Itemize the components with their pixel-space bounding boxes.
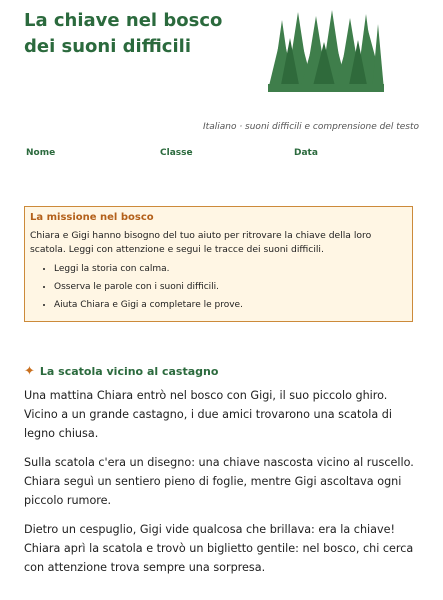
section-title: La scatola vicino al castagno: [39, 365, 219, 378]
mission-list: [30, 263, 407, 311]
story-text: [24, 386, 419, 587]
mission-title: La missione nel bosco: [30, 212, 154, 223]
field-classe: Classe: [160, 148, 193, 158]
field-data: Data: [294, 148, 318, 158]
mission-box: [24, 206, 413, 322]
field-nome: Nome: [26, 148, 56, 158]
student-fields: [26, 148, 426, 162]
section-heading: [24, 364, 218, 379]
story-paragraph: Una mattina Chiara entrò nel bosco con Gigi, il suo piccolo ghiro. Vicino a un grande castagno, i due amici trovarono una scatola di legno chiusa.: [24, 389, 392, 440]
forest-icon: [268, 8, 384, 92]
mission-item: • Osserva le parole con i suoni difficili.: [54, 281, 407, 293]
page-title: La chiave nel bosco dei suoni difficili: [24, 10, 223, 57]
subtitle: Italiano · suoni difficili e comprensione del testo: [203, 122, 419, 132]
mission-item: • Aiuta Chiara e Gigi a completare le prove.: [54, 299, 407, 311]
sparkle-icon: ✦: [24, 364, 35, 379]
mission-intro: Chiara e Gigi hanno bisogno del tuo aiuto per ritrovare la chiave della loro scatola. Leggi con attenzione e segui le tracce dei suoni difficili.: [30, 230, 372, 255]
story-paragraph: Dietro un cespuglio, Gigi vide qualcosa che brillava: era la chiave! Chiara aprì la scatola e trovò un biglietto gentile: nel bosco, chi cerca con attenzione trova sempre una sorpresa.: [24, 523, 414, 574]
story-paragraph: Sulla scatola c'era un disegno: una chiave nascosta vicino al ruscello. Chiara seguì un sentiero pieno di foglie, mentre Gigi ascoltava ogni piccolo rumore.: [24, 456, 414, 507]
mission-item: • Leggi la storia con calma.: [54, 263, 407, 275]
